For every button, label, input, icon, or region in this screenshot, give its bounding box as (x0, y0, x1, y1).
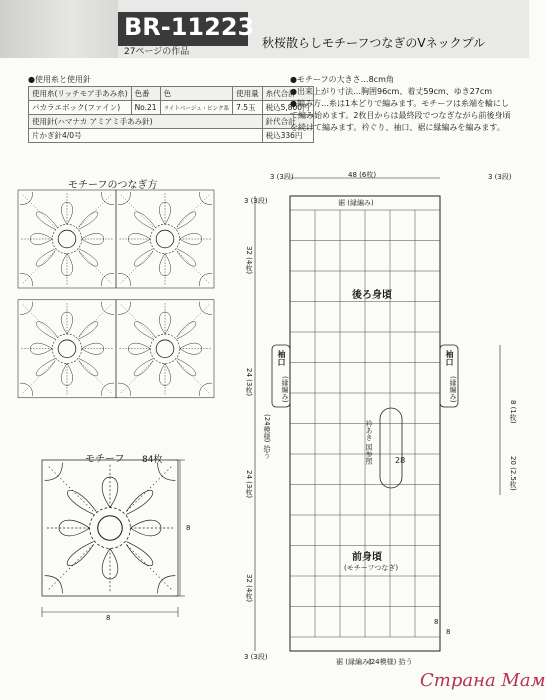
motif-width: 8 (106, 614, 111, 622)
motif-title: モチーフ (85, 454, 125, 465)
hem-bottom-pickup: (24模様) 拾う (368, 658, 413, 666)
v-mark-2: 8 (446, 628, 451, 636)
table-header-cell: 色 (160, 87, 233, 101)
back-body-label: 後ろ身頃 (352, 290, 392, 301)
front-body-label: 前身頃 (352, 552, 382, 563)
motif-count: 84枚 (142, 455, 163, 465)
note-line: ●モチーフの大きさ…8cm角 (290, 75, 394, 84)
pattern-title: 秋桜散らしモチーフつなぎのVネックプル (262, 36, 486, 50)
table-header-cell: 糸代合計 (262, 87, 313, 101)
table-cell: 税込336円 (262, 129, 313, 143)
corner-left-dim: 3 (3段) (270, 173, 294, 181)
neck-depth: 28 (395, 456, 406, 465)
table-header-cell: 針代合計 (262, 115, 313, 129)
left-dim: 24 (3枚) (245, 368, 253, 397)
hem-top-label: 裾 (縁編み) (338, 199, 374, 207)
table-cell: No.21 (131, 101, 160, 115)
left-dim: 32 (4枚) (245, 574, 253, 603)
pickup-left: (24模様) 拾う (263, 414, 271, 459)
table-cell: パカラエボック(ファイン) (29, 101, 132, 115)
table-cell: 7.5玉 (233, 101, 263, 115)
v-mark: 8 (434, 618, 439, 626)
note-line: ●出来上がり寸法…胸囲96cm、着丈59cm、ゆき27cm (290, 87, 493, 96)
sleeve-left-sub: (縁編み) (281, 376, 289, 403)
schematic-width-top: 48 (6枚) (348, 171, 377, 179)
hem-bottom-label: 裾 (縁編み) (336, 658, 372, 666)
sleeve-left-label: 袖口 (277, 350, 286, 366)
joining-diagram-title: モチーフのつなぎ方 (68, 180, 158, 191)
table-cell: ライトベージュ・ピンク系 (160, 101, 233, 115)
materials-heading: ●使用糸と使用針 (28, 75, 91, 84)
watermark: Страна Мам (420, 670, 546, 691)
right-dim: 8 (1枚) (509, 400, 517, 424)
neck-opening-label: 衿あき 図参照 (365, 420, 373, 465)
table-header-cell: 使用量 (233, 87, 263, 101)
table-cell: 税込5,800円 (262, 101, 313, 115)
page-reference: 27ページの作品 (124, 47, 190, 57)
pattern-code: BR-11223 (124, 13, 255, 41)
note-line: ●編み方…糸は1本どりで編みます。モチーフは糸端を輪にして編み始めます。2枚目からは最終段でつなぎながら前後身頃を続けて編みます。衿ぐり、袖口、裾に縁編みを編みます。 (290, 99, 511, 132)
left-dim: 24 (3枚) (245, 470, 253, 499)
table-cell: 片かぎ針4/0号 (29, 129, 263, 143)
front-body-sub: (モチーフつなぎ) (344, 564, 399, 572)
sleeve-right-label: 袖口 (445, 350, 454, 366)
motif-height: 8 (186, 524, 191, 532)
left-dim: 3 (3段) (244, 197, 268, 205)
table-header-cell: 使用針(ハマナカ アミアミ手あみ針) (29, 115, 263, 129)
right-dim: 20 (2.5枚) (509, 456, 517, 491)
left-dim: 32 (4枚) (245, 246, 253, 275)
table-header-cell: 色番 (131, 87, 160, 101)
table-header-cell: 使用糸(リッチモア手あみ糸) (29, 87, 132, 101)
left-dim: 3 (3段) (244, 653, 268, 661)
corner-right-dim: 3 (3段) (488, 173, 512, 181)
sleeve-right-sub: (縁編み) (449, 376, 457, 403)
